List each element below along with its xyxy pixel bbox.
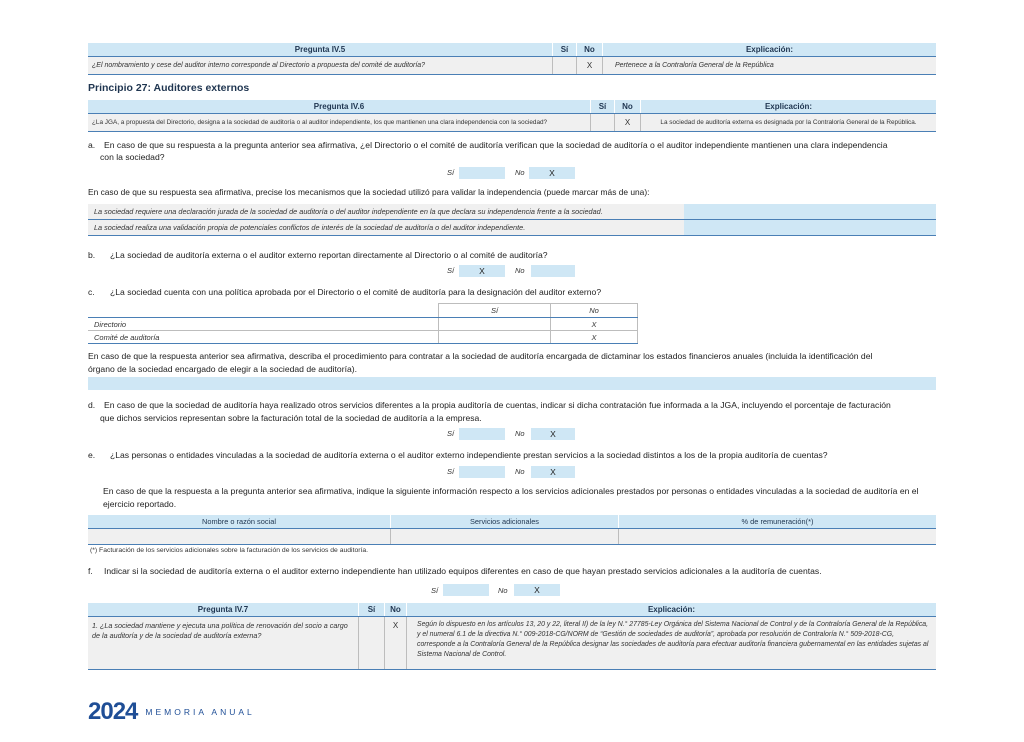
mechanism-item-checkbox[interactable] <box>684 220 936 236</box>
policy-row <box>88 318 638 331</box>
si-header: Sí <box>552 43 576 56</box>
question-a <box>88 139 938 163</box>
q-e-no-label: No <box>515 467 525 476</box>
question-e <box>88 450 938 460</box>
table-iv5-row <box>88 57 936 75</box>
q-a-no-box[interactable]: X <box>529 167 575 179</box>
si-header: Sí <box>358 603 384 616</box>
q-b-no-label: No <box>515 266 525 275</box>
mechanism-item-text: La sociedad realiza una validación propia de potenciales conflictos de interés de la sociedad de auditoría o del auditor independiente. <box>88 220 684 236</box>
mechanisms-list <box>88 204 936 236</box>
question-a-text-2: con la sociedad? <box>100 152 165 162</box>
q-b-si-box[interactable]: X <box>459 265 505 277</box>
policy-si-header: Sí <box>438 303 550 317</box>
policy-row-label: Directorio <box>94 319 127 329</box>
no-header: No <box>576 43 602 56</box>
explanation-text: Pertenece a la Contraloría General de la República <box>602 57 936 74</box>
policy-row-si <box>438 318 550 330</box>
explanation-header: Explicación: <box>406 603 936 616</box>
no-value: X <box>614 114 640 131</box>
question-header: Pregunta IV.5 <box>294 45 346 54</box>
si-value <box>590 114 614 131</box>
footer <box>88 697 255 727</box>
q-a-si-box[interactable] <box>459 167 505 179</box>
question-b-letter: b. <box>88 250 96 260</box>
procedure-line-1: En caso de que la respuesta anterior sea afirmativa, describa el procedimiento para contratar a la sociedad de auditoría encargada de dictaminar los estados financieros anuales (incluida la identificación del <box>88 351 873 361</box>
si-header: Sí <box>590 100 614 113</box>
policy-table-header <box>88 303 638 318</box>
question-d-letter: d. <box>88 400 96 410</box>
no-value: X <box>576 57 602 74</box>
q-f-si-label: Sí <box>431 586 439 595</box>
question-e-followup-2: ejercicio reportado. <box>103 499 177 509</box>
policy-row-no: X <box>550 318 638 330</box>
procedure-answer-field[interactable] <box>88 377 936 390</box>
services-table-header <box>88 515 936 529</box>
question-d-text-2: que dichos servicios representan sobre la facturación total de la sociedad de auditoría a la empresa. <box>100 413 482 423</box>
mechanisms-intro: En caso de que su respuesta sea afirmativa, precise los mecanismos que la sociedad utilizó para validar la independencia (puede marcar más de una): <box>88 187 650 197</box>
question-a-letter: a. <box>88 140 96 150</box>
question-c-letter: c. <box>88 287 95 297</box>
table-iv6-row <box>88 114 936 132</box>
question-e-followup <box>103 485 939 511</box>
q-e-si-label: Sí <box>447 467 455 476</box>
question-e-letter: e. <box>88 450 96 460</box>
q-a-no-label: No <box>515 168 525 177</box>
no-header: No <box>614 100 640 113</box>
explanation-header: Explicación: <box>640 100 936 113</box>
question-f-letter: f. <box>88 566 93 576</box>
services-col-remuneration: % de remuneración(*) <box>618 515 936 528</box>
table-iv7-header <box>88 603 936 617</box>
q-f-no-box[interactable]: X <box>514 584 560 596</box>
services-col-name: Nombre o razón social <box>202 517 276 526</box>
question-e-text: ¿Las personas o entidades vinculadas a la sociedad de auditoría externa o el auditor externo independiente prestan servicios a la sociedad distintos a los de la propia auditoría de cuentas? <box>110 450 828 460</box>
explanation-text: Según lo dispuesto en los artículos 13, 20 y 22, literal II) de la ley N.° 27785-Ley Orgánica del Sistema Nacional de Control y de la Contraloría General de la República, y el numeral 6.1 de la directiva N.° 009-2018-CG/NORM de “Gestión de sociedades de auditoría”, aprobada por resolución de Contraloría N.° 509-2018-CG, corresponde a la Contraloría General de la República designar las sociedades de auditoría para efectuar auditoría financiera gubernamental en las entidades sujetas al Sistema Nacional de Control. <box>406 617 936 669</box>
question-d-text-1: En caso de que la sociedad de auditoría haya realizado otros servicios diferentes a la propia auditoría de cuentas, indicar si dicha contratación fue informada a la JGA, incluyendo el porcentaje de facturación <box>104 400 891 410</box>
no-value: X <box>384 617 406 669</box>
policy-table <box>88 303 638 344</box>
policy-row-label: Comité de auditoría <box>94 332 160 342</box>
footer-year: 2024 <box>88 698 138 725</box>
question-f <box>88 566 938 576</box>
table-iv5-header <box>88 43 936 57</box>
explanation-header: Explicación: <box>602 43 936 56</box>
q-f-si-box[interactable] <box>443 584 489 596</box>
q-b-si-label: Sí <box>447 266 455 275</box>
services-col-services: Servicios adicionales <box>390 515 618 528</box>
table-iv6-header <box>88 100 936 114</box>
question-c-text: ¿La sociedad cuenta con una política aprobada por el Directorio o el comité de auditoría para la designación del auditor externo? <box>110 287 602 297</box>
q-e-si-box[interactable] <box>459 466 505 478</box>
policy-row-no: X <box>550 331 638 343</box>
q-b-no-box[interactable] <box>531 265 575 277</box>
question-text: ¿El nombramiento y cese del auditor interno corresponde al Directorio a propuesta del comité de auditoría? <box>92 62 426 69</box>
q-d-si-label: Sí <box>447 429 455 438</box>
policy-no-header: No <box>550 303 638 317</box>
question-header: Pregunta IV.7 <box>197 605 249 614</box>
question-c <box>88 287 938 297</box>
procedure-text <box>88 350 938 376</box>
question-b <box>88 250 938 260</box>
policy-row <box>88 331 638 344</box>
question-a-text-1: En caso de que su respuesta a la pregunta anterior sea afirmativa, ¿el Directorio o el comité de auditoría verifican que la sociedad de auditoría o el auditor independiente mantienen una clara independencia <box>104 140 888 150</box>
q-d-no-box[interactable]: X <box>531 428 575 440</box>
explanation-text: La sociedad de auditoría externa es designada por la Contraloría General de la República. <box>640 114 936 131</box>
question-b-text: ¿La sociedad de auditoría externa o el auditor externo reportan directamente al Directorio o al comité de auditoría? <box>110 250 548 260</box>
q-a-si-label: Sí <box>447 168 455 177</box>
q-f-no-label: No <box>498 586 508 595</box>
si-value <box>358 617 384 669</box>
q-e-no-box[interactable]: X <box>531 466 575 478</box>
mechanism-item-text: La sociedad requiere una declaración jurada de la sociedad de auditoría o del auditor independiente en la que declara su independencia frente a la sociedad. <box>88 204 684 220</box>
question-text: 1. ¿La sociedad mantiene y ejecuta una política de renovación del socio a cargo de la auditoría y de la sociedad de auditoría externa? <box>92 621 348 640</box>
procedure-line-2: órgano de la sociedad encargado de elegir a la sociedad de auditoría). <box>88 364 357 374</box>
services-footnote: (*) Facturación de los servicios adicionales sobre la facturación de los servicios de auditoría. <box>90 547 369 554</box>
no-header: No <box>384 603 406 616</box>
table-iv7-row <box>88 617 936 670</box>
table-iv5 <box>88 43 936 75</box>
q-d-si-box[interactable] <box>459 428 505 440</box>
mechanism-item-checkbox[interactable] <box>684 204 936 220</box>
footer-label: MEMORIA ANUAL <box>145 707 255 717</box>
mechanism-item <box>88 220 936 236</box>
question-header: Pregunta IV.6 <box>313 102 365 111</box>
si-value <box>552 57 576 74</box>
section-title: Principio 27: Auditores externos <box>88 82 250 94</box>
question-d <box>88 399 938 425</box>
mechanism-item <box>88 204 936 220</box>
table-iv7 <box>88 603 936 670</box>
question-f-text: Indicar si la sociedad de auditoría externa o el auditor externo independiente han utilizado equipos diferentes en caso de que hayan prestado servicios adicionales a la auditoría de cuentas. <box>104 566 822 576</box>
policy-row-si <box>438 331 550 343</box>
services-table-row <box>88 529 936 545</box>
q-d-no-label: No <box>515 429 525 438</box>
table-iv6 <box>88 100 936 132</box>
services-table <box>88 515 936 545</box>
question-e-followup-1: En caso de que la respuesta a la pregunta anterior sea afirmativa, indique la siguiente información respecto a los servicios adicionales prestados por personas o entidades vinculadas a la sociedad de auditoría en el <box>103 486 919 496</box>
question-text: ¿La JGA, a propuesta del Directorio, designa a la sociedad de auditoría o al auditor independiente, los que mantienen una clara independencia con la sociedad? <box>92 119 548 126</box>
